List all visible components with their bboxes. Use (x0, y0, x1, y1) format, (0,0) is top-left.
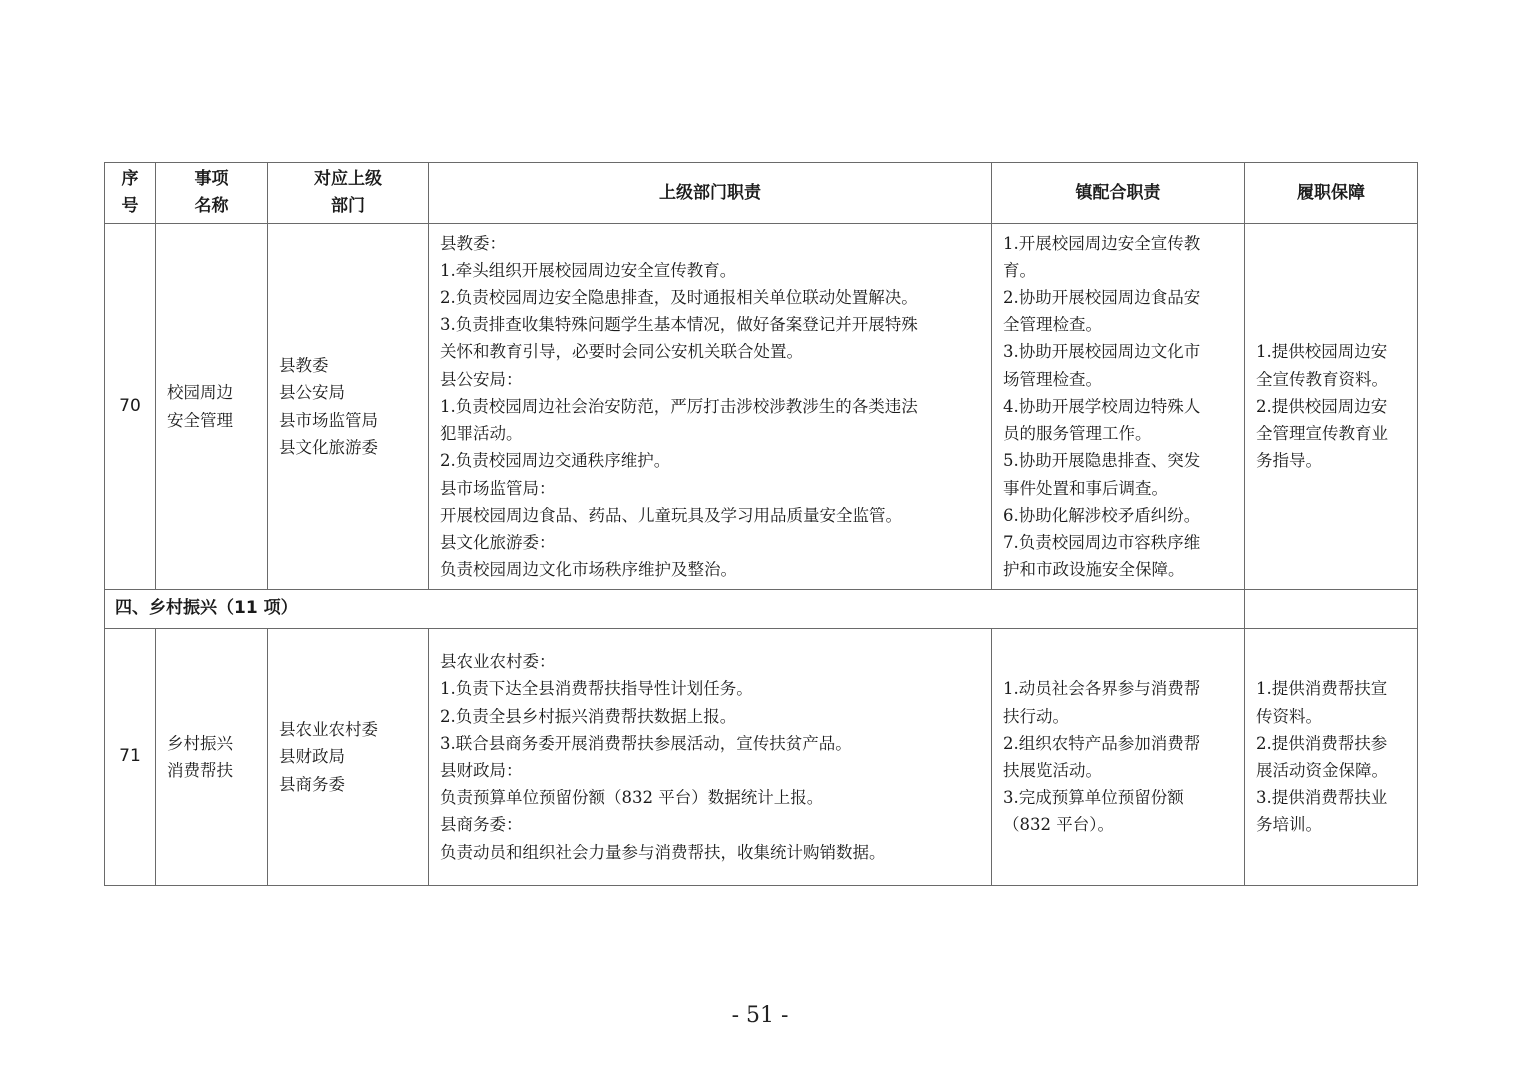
section-row (105, 590, 1418, 629)
upper-departments: 县教委 县公安局 县市场监管局 县文化旅游委 (268, 224, 429, 590)
item-name: 乡村振兴 消费帮扶 (156, 629, 268, 886)
town-duties: 1.开展校园周边安全宣传教 育。 2.协助开展校园周边食品安 全管理检查。 3.协助开展校园周边文化市 场管理检查。 4.协助开展学校周边特殊人 员的服务管理工作。 5.协助开展隐患排查、突发 事件处置和事后调查。 6.协助化解涉校矛盾纠纷。 7.负责校园周边市容秩序维 护和市政设施安全保障。 (992, 224, 1245, 590)
guarantee: 1.提供校园周边安 全宣传教育资料。 2.提供校园周边安 全管理宣传教育业 务指导。 (1245, 224, 1418, 590)
header-upper-duties: 上级部门职责 (429, 163, 992, 224)
guarantee: 1.提供消费帮扶宣 传资料。 2.提供消费帮扶参 展活动资金保障。 3.提供消费帮扶业 务培训。 (1245, 629, 1418, 886)
duties-table (104, 162, 1418, 886)
town-duties: 1.动员社会各界参与消费帮 扶行动。 2.组织农特产品参加消费帮 扶展览活动。 3.完成预算单位预留份额 （832 平台）。 (992, 629, 1245, 886)
header-item-name: 事项 名称 (156, 163, 268, 224)
header-town-duties: 镇配合职责 (992, 163, 1245, 224)
section-title: 四、乡村振兴（11 项） (105, 590, 1245, 629)
table-row (105, 629, 1418, 886)
section-empty-cell (1245, 590, 1418, 629)
upper-departments: 县农业农村委 县财政局 县商务委 (268, 629, 429, 886)
row-number: 71 (105, 629, 156, 886)
header-seq: 序 号 (105, 163, 156, 224)
upper-duties: 县教委： 1.牵头组织开展校园周边安全宣传教育。 2.负责校园周边安全隐患排查，及时通报相关单位联动处置解决。 3.负责排查收集特殊问题学生基本情况，做好备案登记并开展特殊 关怀和教育引导，必要时会同公安机关联合处置。 县公安局： 1.负责校园周边社会治安防范，严厉打击涉校涉教涉生的各类违法 犯罪活动。 2.负责校园周边交通秩序维护。 县市场监管局： 开展校园周边食品、药品、儿童玩具及学习用品质量安全监管。 县文化旅游委： 负责校园周边文化市场秩序维护及整治。 (429, 224, 992, 590)
header-row (105, 163, 1418, 224)
item-name: 校园周边 安全管理 (156, 224, 268, 590)
upper-duties: 县农业农村委： 1.负责下达全县消费帮扶指导性计划任务。 2.负责全县乡村振兴消费帮扶数据上报。 3.联合县商务委开展消费帮扶参展活动，宣传扶贫产品。 县财政局： 负责预算单位预留份额（832 平台）数据统计上报。 县商务委： 负责动员和组织社会力量参与消费帮扶，收集统计购销数据。 (429, 629, 992, 886)
table-row (105, 224, 1418, 590)
row-number: 70 (105, 224, 156, 590)
page-number: - 51 - (731, 1003, 789, 1028)
header-dept: 对应上级 部门 (268, 163, 429, 224)
header-guarantee: 履职保障 (1245, 163, 1418, 224)
